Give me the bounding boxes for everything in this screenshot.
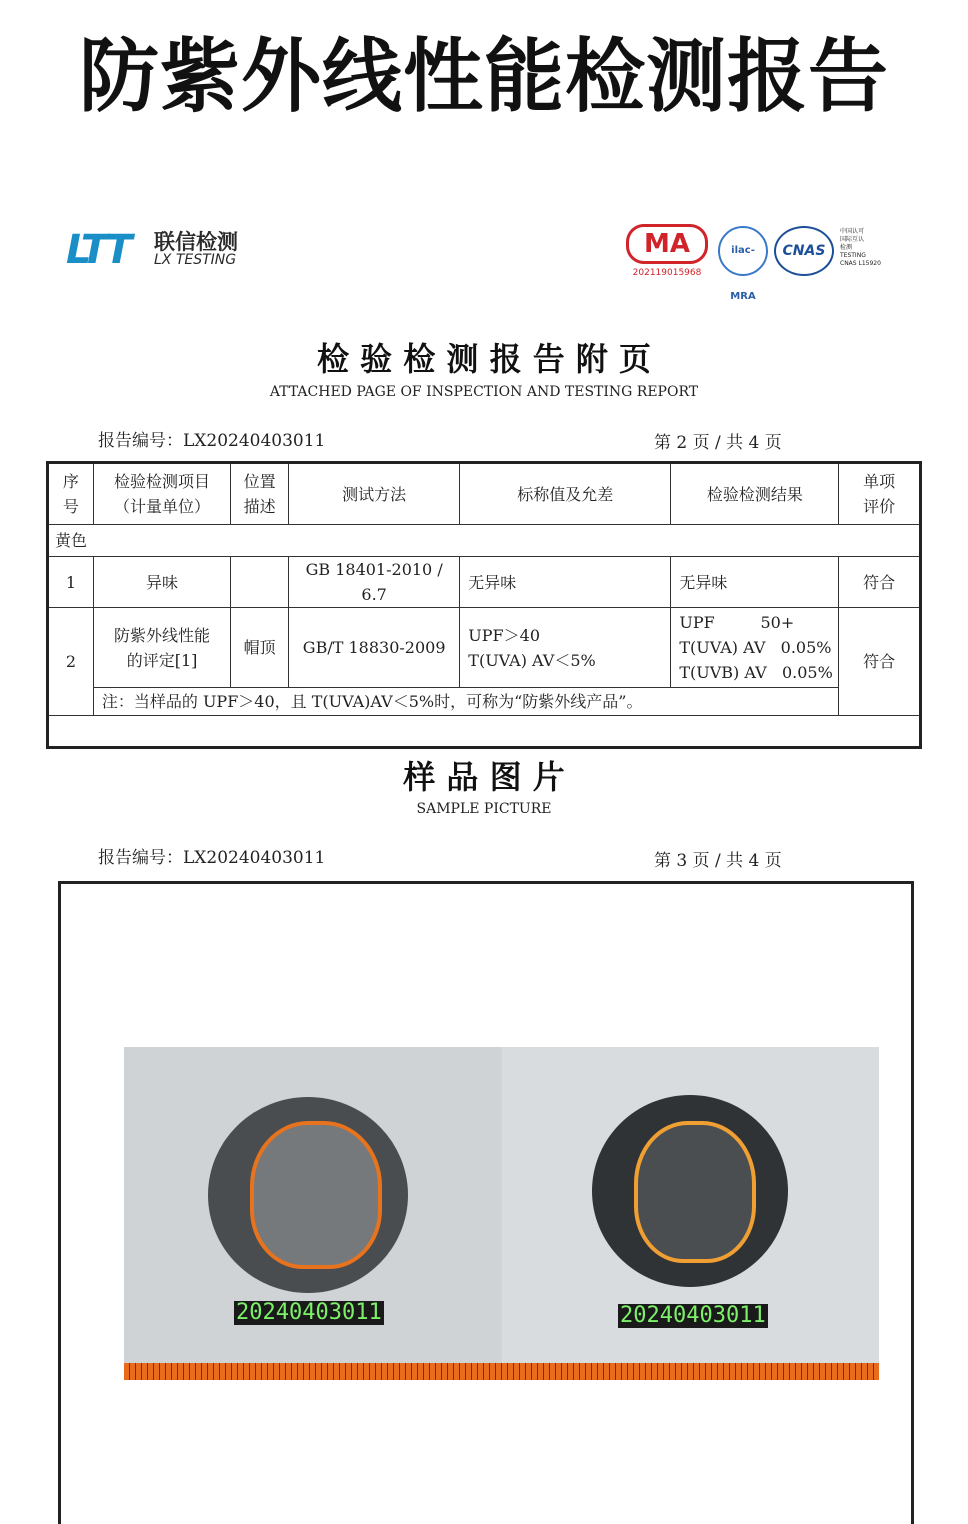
header-method: 测试方法: [289, 463, 460, 525]
table-header-row: [48, 463, 921, 525]
header-result: 检验检测结果: [671, 463, 839, 525]
sample-label-right: 20240403011: [620, 1303, 766, 1328]
color-group: 黄色: [48, 525, 921, 557]
header-position: 位置 描述: [231, 463, 289, 525]
ma-logo-icon: MA: [626, 224, 708, 264]
table-note: 注：当样品的 UPF＞40，且 T(UVA)AV＜5%时，可称为“防紫外线产品”。: [93, 688, 838, 716]
cnas-logo-icon: CNAS: [774, 226, 834, 276]
header-seq: 序 号: [48, 463, 94, 525]
sample-photo: [124, 1047, 879, 1380]
sample-picture-title: 样 品 图 片: [403, 758, 565, 796]
cnas-accreditation-text: 中国认可 国际互认 检测 TESTING CNAS L15920: [840, 228, 881, 267]
header-standard: 标称值及允差: [460, 463, 671, 525]
lx-logo-icon: LTT: [66, 227, 129, 273]
hat-crown-icon: [634, 1121, 756, 1263]
hat-crown-icon: [250, 1121, 382, 1269]
inspection-table: [46, 461, 922, 749]
page-info: 第 2 页 / 共 4 页: [654, 433, 782, 453]
page-info-2: 第 3 页 / 共 4 页: [654, 851, 782, 871]
sample-label-left: 20240403011: [236, 1300, 382, 1325]
header-eval: 单项 评价: [839, 463, 921, 525]
table-note-row: [48, 688, 921, 716]
certification-badges: [626, 224, 888, 302]
sample-photo-right: [502, 1047, 879, 1380]
logo-name-cn: 联信检测: [154, 230, 238, 254]
table-row: 1 异味 GB 18401-2010 / 6.7 无异味 无异味 符合: [48, 557, 921, 608]
sample-photo-left: [124, 1047, 501, 1380]
main-title: 防紫外线性能检测报告: [79, 30, 889, 123]
attached-page-title: 检 验 检 测 报 告 附 页: [317, 340, 651, 378]
ilac-mra-logo-icon: ilac-MRA: [718, 226, 768, 276]
measuring-ruler: [124, 1363, 879, 1380]
table-empty-row: [48, 716, 921, 748]
header-item: 检验检测项目 （计量单位）: [93, 463, 230, 525]
attached-page-title-en: ATTACHED PAGE OF INSPECTION AND TESTING REPORT: [269, 384, 699, 400]
sample-picture-title-en: SAMPLE PICTURE: [416, 801, 552, 817]
table-group-row: [48, 525, 921, 557]
report-number-2: 报告编号：LX20240403011: [98, 848, 326, 868]
report-number: 报告编号：LX20240403011: [98, 431, 326, 451]
ma-number: 202119015968: [632, 268, 702, 278]
logo-name-en: LX TESTING: [154, 252, 237, 268]
table-row: 2 防紫外线性能 的评定[1] 帽顶 GB/T 18830-2009 UPF＞40 T(UVA) AV＜5% UPF 50+ T(UVA) AV 0.05% T(UVB) AV 0.05% 符合: [48, 608, 921, 688]
